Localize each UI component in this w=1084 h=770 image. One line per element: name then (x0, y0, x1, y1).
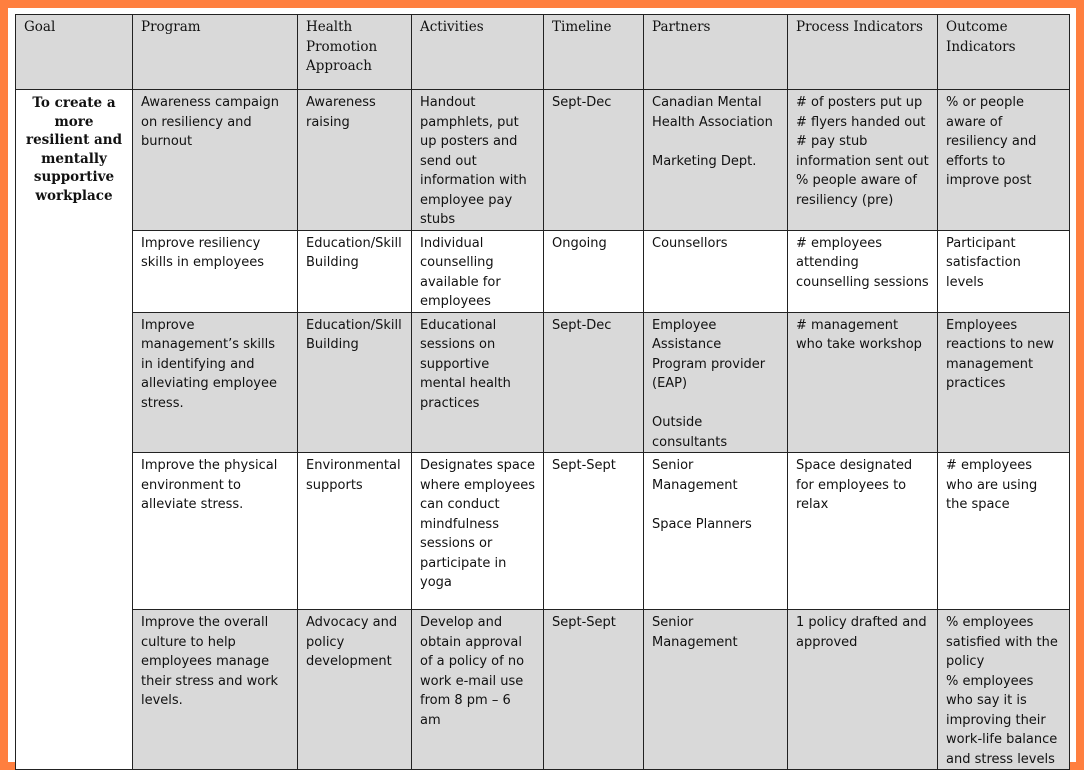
header-partners: Partners (644, 15, 788, 90)
activities-cell: Develop and obtain approval of a policy of no work e-mail use from 8 pm – 6 am (412, 610, 544, 770)
approach-cell: Education/Skill Building (298, 230, 412, 312)
process-item: # management who take workshop (796, 317, 922, 352)
activities-cell: Educational sessions on supportive mental health practices (412, 312, 544, 453)
header-process-indicators: Process Indicators (788, 15, 938, 90)
process-item: # flyers handed out (796, 114, 926, 130)
partners-cell (644, 610, 788, 770)
partners-cell (644, 453, 788, 610)
partner-item: Canadian Mental Health Association (652, 95, 773, 130)
document-page (8, 8, 1076, 767)
outcome-indicators-cell (938, 610, 1070, 770)
process-item: # of posters put up (796, 95, 923, 110)
process-item: # pay stub information sent out (796, 134, 929, 169)
partner-item: Senior Management (652, 458, 738, 493)
process-item: 1 policy drafted and approved (796, 615, 927, 650)
outcome-item: Employees reactions to new management practices (946, 317, 1055, 391)
timeline-cell: Ongoing (544, 230, 644, 312)
process-item: # employees attending counselling sessions (796, 235, 929, 290)
partner-item: Senior Management (652, 615, 738, 650)
outcome-indicators-cell (938, 90, 1070, 231)
outcome-indicators-cell (938, 453, 1070, 610)
process-indicators-cell (788, 453, 938, 610)
outcome-item: # employees who are using the space (946, 458, 1038, 512)
header-outcome-indicators: Outcome Indicators (938, 15, 1070, 90)
process-indicators-cell (788, 230, 938, 312)
timeline-cell: Sept-Dec (544, 312, 644, 453)
partners-cell (644, 312, 788, 453)
outcome-indicators-cell (938, 230, 1070, 312)
partner-item: Space Planners (652, 516, 752, 532)
activities-cell: Handout pamphlets, put up posters and send out information with employee pay stubs (412, 90, 544, 231)
header-approach: Health Promotion Approach (298, 15, 412, 90)
table-row (16, 610, 1070, 770)
approach-cell: Education/Skill Building (298, 312, 412, 453)
partner-item: Marketing Dept. (652, 153, 757, 169)
timeline-cell: Sept-Sept (544, 453, 644, 610)
table-row (16, 312, 1070, 453)
activities-cell: Designates space where employees can conduct mindfulness sessions or participate in yoga (412, 453, 544, 610)
header-goal: Goal (16, 15, 133, 90)
partners-cell (644, 230, 788, 312)
partner-item: Counsellors (652, 235, 728, 251)
process-indicators-cell (788, 312, 938, 453)
outcome-item: % or people aware of resiliency and efforts to improve post (946, 95, 1037, 188)
table-row (16, 90, 1070, 231)
header-timeline: Timeline (544, 15, 644, 90)
approach-cell: Advocacy and policy development (298, 610, 412, 770)
outcome-item: % employees satisfied with the policy (946, 615, 1058, 669)
program-cell: Awareness campaign on resiliency and burnout (133, 90, 298, 231)
outcome-item: Participant satisfaction levels (946, 235, 1021, 290)
header-program: Program (133, 15, 298, 90)
program-cell: Improve management’s skills in identifying and alleviating employee stress. (133, 312, 298, 453)
goal-cell: To create a more resilient and mentally supportive workplace (16, 90, 133, 770)
table-row (16, 230, 1070, 312)
program-plan-table (15, 14, 1070, 770)
program-cell: Improve the physical environment to alleviate stress. (133, 453, 298, 610)
program-cell: Improve the overall culture to help employees manage their stress and work levels. (133, 610, 298, 770)
process-item: Space designated for employees to relax (796, 458, 913, 512)
program-cell: Improve resiliency skills in employees (133, 230, 298, 312)
outcome-item: % employees who say it is improving their work-life balance and stress levels (946, 673, 1058, 767)
header-row (16, 15, 1070, 90)
outcome-indicators-cell (938, 312, 1070, 453)
process-indicators-cell (788, 90, 938, 231)
partner-item: Outside consultants (652, 415, 728, 450)
partners-cell (644, 90, 788, 231)
process-item: % people aware of resiliency (pre) (796, 173, 917, 208)
timeline-cell: Sept-Sept (544, 610, 644, 770)
approach-cell: Awareness raising (298, 90, 412, 231)
approach-cell: Environmental supports (298, 453, 412, 610)
header-activities: Activities (412, 15, 544, 90)
process-indicators-cell (788, 610, 938, 770)
table-row (16, 453, 1070, 610)
partner-item: Employee Assistance Program provider (EAP) (652, 317, 766, 391)
timeline-cell: Sept-Dec (544, 90, 644, 231)
activities-cell: Individual counselling available for employees (412, 230, 544, 312)
